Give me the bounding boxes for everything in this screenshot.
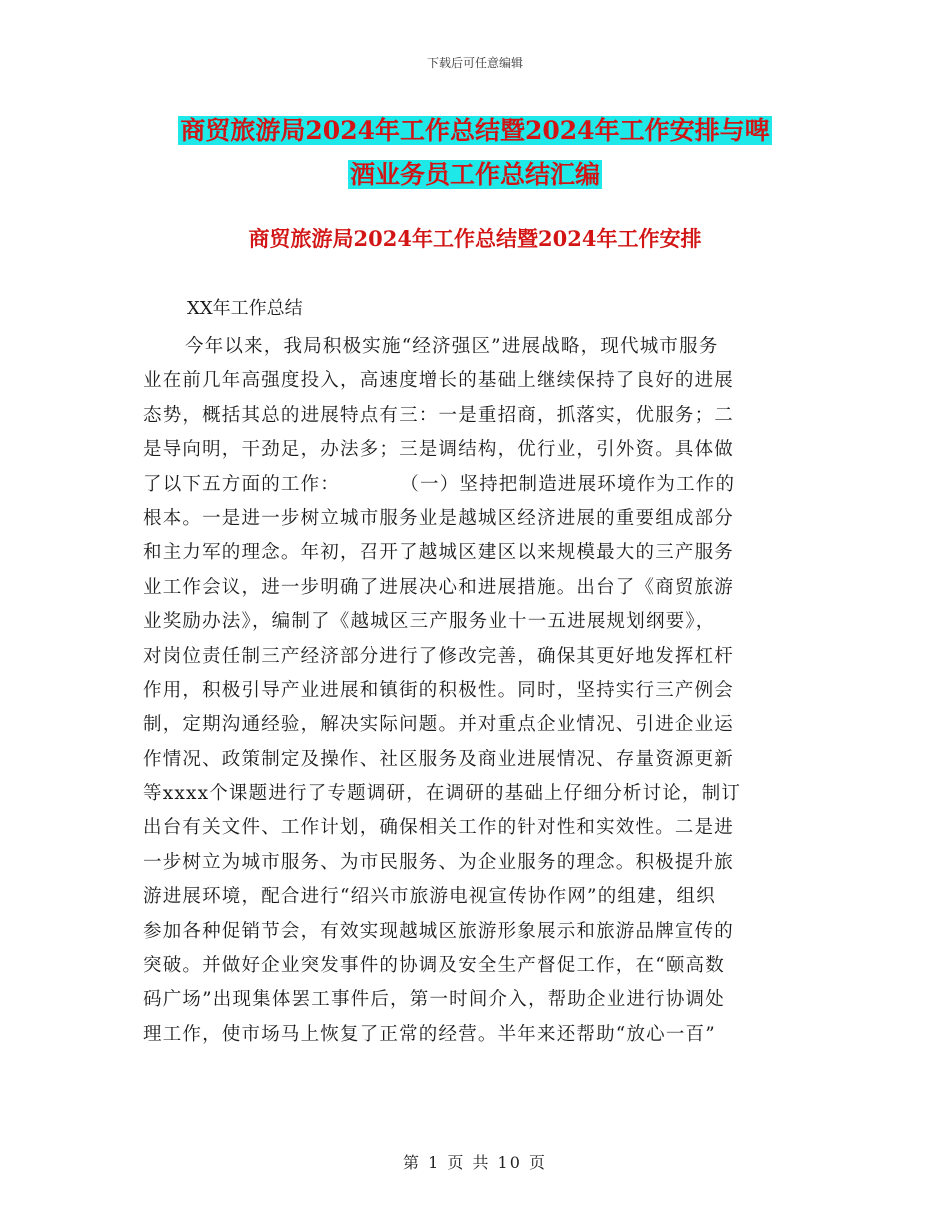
body-line: 作情况、政策制定及操作、社区服务及商业进展情况、存量资源更新 (143, 748, 735, 770)
body-line: 制，定期沟通经验，解决实际问题。并对重点企业情况、引进企业运 (143, 714, 735, 736)
section-heading: XX年工作总结 (187, 298, 303, 319)
page-header-note: 下载后可任意编辑 (426, 56, 523, 70)
body-line: 和主力军的理念。年初，召开了越城区建区以来规模最大的三产服务 (143, 542, 735, 564)
body-line: 业奖励办法》，编制了《越城区三产服务业十一五进展规划纲要》， (143, 611, 716, 633)
document-title-line-1-text: 商贸旅游局2024年工作总结暨2024年工作安排与啤 (180, 116, 770, 145)
page-number: 第 1 页 共 10 页 (403, 1153, 547, 1172)
body-line: 等xxxx个课题进行了专题调研，在调研的基础上仔细分析讨论，制订 (143, 783, 742, 805)
section-title: 商贸旅游局2024年工作总结暨2024年工作安排 (248, 226, 702, 251)
body-line: 了以下五方面的工作： （一）坚持把制造进展环境作为工作的 (143, 473, 736, 495)
body-line: 业工作会议，进一步明确了进展决心和进展措施。出台了《商贸旅游 (143, 576, 735, 598)
body-line: 业在前几年高强度投入，高速度增长的基础上继续保持了良好的进展 (143, 370, 735, 392)
body-line: 突破。并做好企业突发事件的协调及安全生产督促工作，在“颐高数 (143, 955, 725, 977)
document-title-line-1 (0, 111, 950, 151)
body-line: 作用，积极引导产业进展和镇街的积极性。同时，坚持实行三产例会 (143, 679, 735, 701)
document-title-line-2 (0, 155, 950, 195)
body-line: 态势，概括其总的进展特点有三：一是重招商，抓落实，优服务；二 (143, 404, 735, 426)
body-line: 对岗位责任制三产经济部分进行了修改完善，确保其更好地发挥杠杆 (143, 645, 735, 667)
body-line: 一步树立为城市服务、为市民服务、为企业服务的理念。积极提升旅 (143, 851, 735, 873)
body-line: 游进展环境，配合进行“绍兴市旅游电视宣传协作网”的组建，组织 (143, 886, 716, 908)
body-line: 码广场”出现集体罢工事件后，第一时间介入，帮助企业进行协调处 (143, 989, 725, 1011)
body-line: 根本。一是进一步树立城市服务业是越城区经济进展的重要组成部分 (143, 507, 735, 529)
document-title-line-2-text: 酒业务员工作总结汇编 (349, 160, 600, 189)
body-line: 是导向明，干劲足，办法多；三是调结构，优行业，引外资。具体做 (143, 439, 735, 461)
body-line: 出台有关文件、工作计划，确保相关工作的针对性和实效性。二是进 (143, 817, 735, 839)
body-line: 理工作，使市场马上恢复了正常的经营。半年来还帮助“放心一百” (143, 1023, 716, 1045)
body-line: 今年以来，我局积极实施“经济强区”进展战略，现代城市服务 (185, 336, 719, 357)
body-line: 参加各种促销节会，有效实现越城区旅游形象展示和旅游品牌宣传的 (143, 920, 735, 942)
body-text (143, 330, 803, 1052)
